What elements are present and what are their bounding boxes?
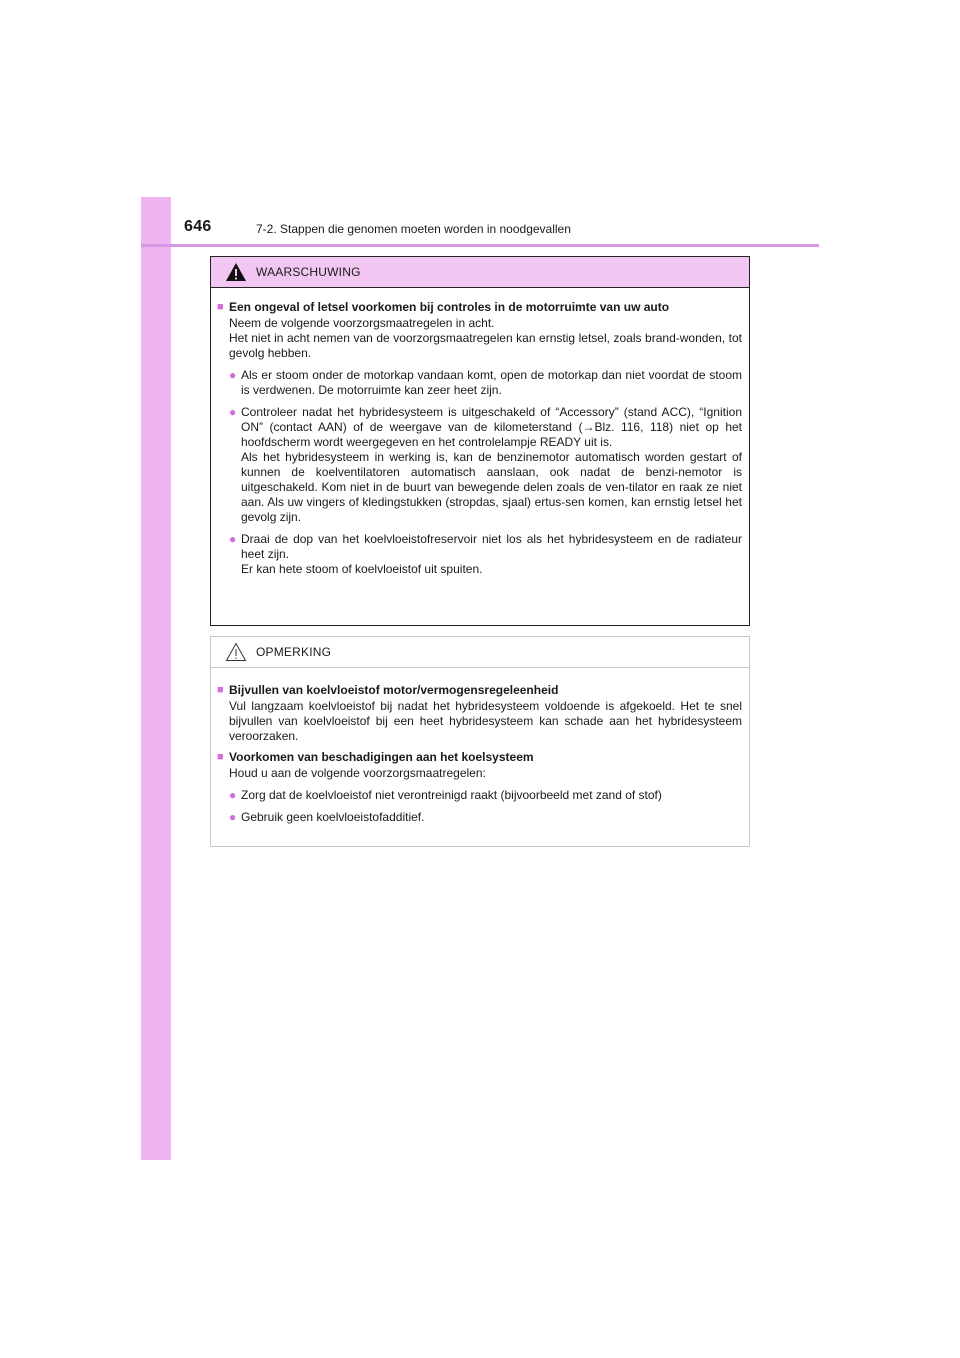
warning-triangle-filled-icon [225,262,247,282]
warning-box [210,256,750,626]
warning-intro-line: Het niet in acht nemen van de voorzorgsmaatregelen kan ernstig letsel, zoals brand-wonden, tot gevolg hebben. [229,331,742,360]
warning-intro-line: Neem de volgende voorzorgsmaatregelen in acht. [229,316,495,330]
round-bullet-icon: ● [229,788,237,802]
warning-bullet-text: Draai de dop van het koelvloeistofreservoir niet los als het hybridesysteem en de radiateur heet zijn. [241,532,742,561]
notice-bullet [229,788,742,803]
notice-heading [217,683,742,698]
square-bullet-icon: ■ [217,684,224,696]
warning-triangle-outline-icon [225,642,247,662]
warning-title: WAARSCHUWING [256,265,361,279]
notice-heading-text: Voorkomen van beschadigingen aan het koelsysteem [229,750,534,764]
notice-heading [217,750,742,765]
warning-bullet-text: Controleer nadat het hybridesysteem is uitgeschakeld of “Accessory” (stand ACC), “Ignition ON” (contact AAN) of de weergave van de kilometerstand (→Blz. 116, 118) niet op het hoofdscherm wordt weergegeven en het controlelampje READY uit is. [241,405,742,449]
notice-header [211,637,749,668]
warning-bullet [229,405,742,525]
warning-body [211,288,749,577]
notice-title: OPMERKING [256,645,332,659]
round-bullet-icon: ● [229,405,237,419]
square-bullet-icon: ■ [217,301,224,313]
warning-heading-text: Een ongeval of letsel voorkomen bij controles in de motorruimte van uw auto [229,300,670,314]
warning-bullet [229,532,742,577]
round-bullet-icon: ● [229,810,237,824]
notice-bullet-text: Zorg dat de koelvloeistof niet verontreinigd raakt (bijvoorbeeld met zand of stof) [241,788,662,802]
warning-bullet-text: Er kan hete stoom of koelvloeistof uit spuiten. [241,562,483,576]
notice-body [211,668,749,825]
warning-header [211,257,749,288]
warning-bullet-text: Als het hybridesysteem in werking is, kan de benzinemotor automatisch worden gestart of kunnen de koelventilatoren automatisch aanslaan, ook nadat de benzi-nemotor is uitgeschakeld. Kom niet in de buurt van bewegende delen zoals de ven-tilator en raak ze niet aan. Als uw vingers of kledingstukken (stropdas, sjaal) ertus-sen komen, kan ernstig letsel het gevolg zijn. [241,450,742,524]
notice-bullet [229,810,742,825]
section-title: 7-2. Stappen die genomen moeten worden in noodgevallen [256,222,571,236]
side-tab-bar [141,197,171,1160]
round-bullet-icon: ● [229,532,237,546]
round-bullet-icon: ● [229,368,237,382]
notice-box [210,636,750,847]
square-bullet-icon: ■ [217,751,224,763]
notice-paragraph: Vul langzaam koelvloeistof bij nadat het hybridesysteem voldoende is afgekoeld. Het te snel bijvullen van koelvloeistof bij een heet hybridesysteem kan schade aan het hybridesysteem veroorzaken. [229,699,742,743]
page-number: 646 [184,218,212,235]
notice-heading-text: Bijvullen van koelvloeistof motor/vermogensregeleenheid [229,683,559,697]
warning-intro [217,316,742,361]
warning-heading [217,300,742,315]
notice-bullet-text: Gebruik geen koelvloeistofadditief. [241,810,425,824]
notice-paragraph: Houd u aan de volgende voorzorgsmaatregelen: [229,766,486,780]
warning-bullet [229,368,742,398]
warning-bullet-text: Als er stoom onder de motorkap vandaan komt, open de motorkap dan niet voordat de stoom is verdwenen. De motorruimte kan zeer heet zijn. [241,368,742,397]
header-rule [141,244,819,247]
